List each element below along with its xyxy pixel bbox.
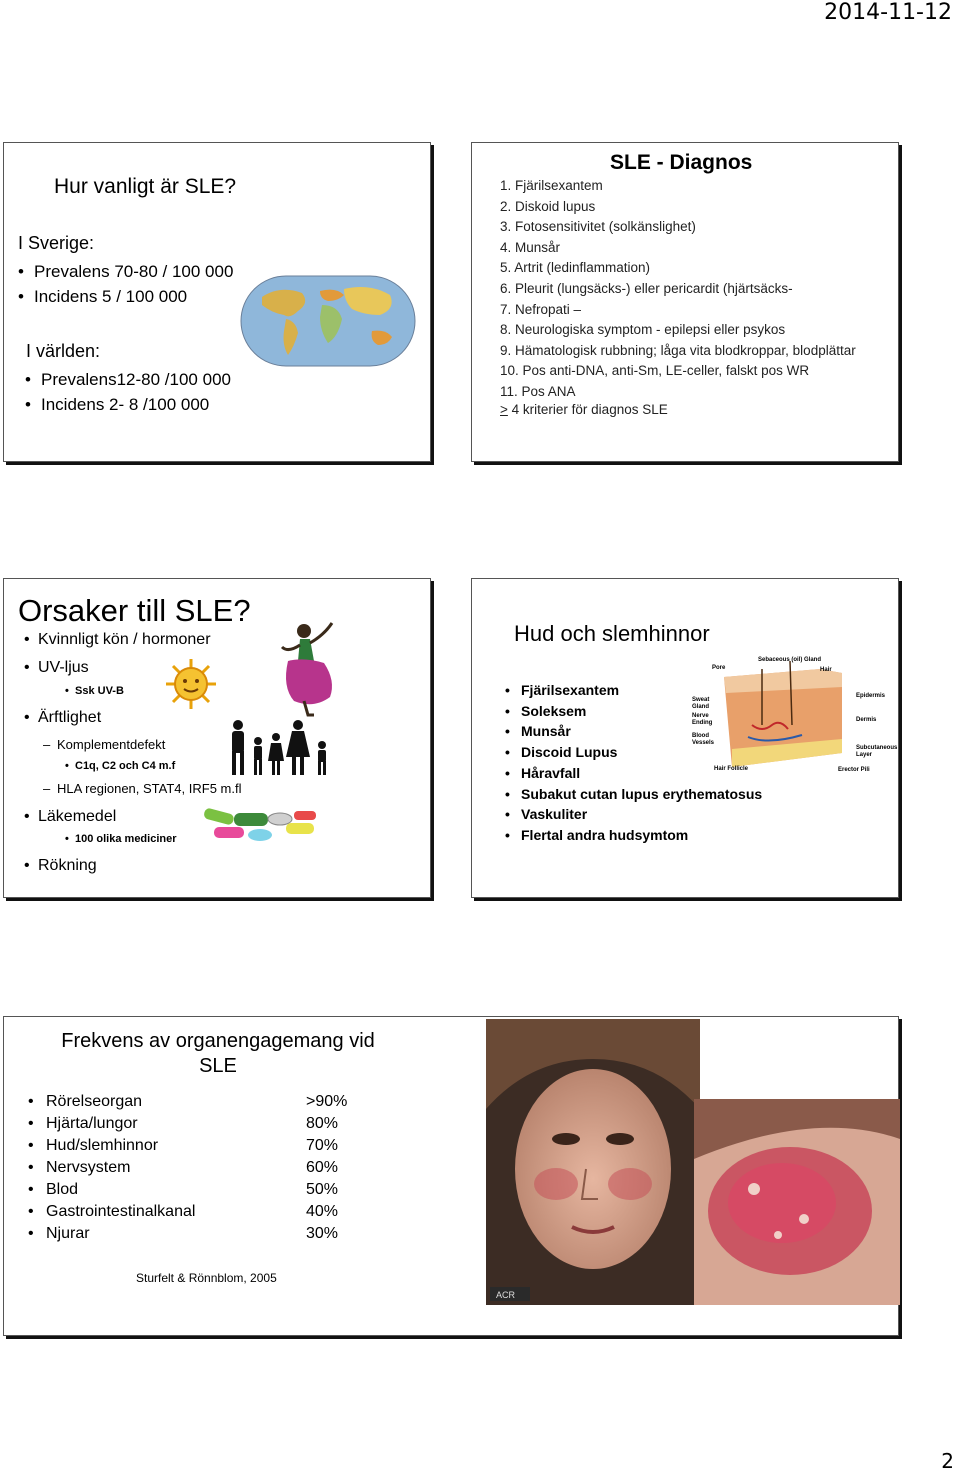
document-date: 2014-11-12: [824, 0, 952, 25]
organ-name: Rörelseorgan: [46, 1093, 143, 1110]
slide-title: Hud och slemhinnor: [514, 621, 710, 646]
patient-face-photo: [486, 1019, 700, 1305]
table-row: [28, 1201, 368, 1223]
cause-label: Rökning: [38, 857, 97, 874]
sweden-heading: I Sverige:: [18, 233, 95, 253]
criteria-list: [500, 176, 856, 403]
cause-kon: • Kvinnligt kön / hormoner: [24, 631, 211, 648]
bullet: •: [28, 1159, 34, 1176]
bullet: •: [28, 1203, 34, 1220]
cause-arftlighet: • Ärftlighet: [24, 709, 102, 726]
cause-lakemedel: • Läkemedel: [24, 808, 117, 825]
list-item: 8. Neurologiska symptom - epilepsi eller psykos: [500, 322, 786, 338]
cause-label: Läkemedel: [38, 808, 117, 825]
organ-name: Nervsystem: [46, 1159, 131, 1176]
slide-title-line: SLE: [199, 1055, 237, 1077]
skin-label-epidermis: Epidermis: [856, 693, 886, 699]
table-row: [28, 1157, 368, 1179]
woman-illustration: [274, 617, 344, 717]
organ-frequency-table: [28, 1091, 368, 1245]
slide-title: SLE - Diagnos: [610, 151, 753, 174]
bullet: •: [28, 1115, 34, 1132]
cause-sublabel: Ssk UV-B: [75, 685, 124, 697]
skin-label-nerve: Nerve Ending: [692, 713, 713, 726]
list-item: • Prevalens12-80 /100 000: [41, 367, 231, 392]
cause-uv: • UV-ljus: [24, 659, 89, 676]
skin-label-sweat: Sweat Gland: [692, 697, 710, 710]
cause-sublabel: C1q, C2 och C4 m.f: [75, 760, 176, 772]
cause-label: UV-ljus: [38, 659, 89, 676]
skin-label-dermis: Dermis: [856, 717, 877, 723]
organ-frequency-value: >90%: [306, 1093, 348, 1110]
pills-icon: [200, 807, 322, 847]
list-item: • Fjärilsexantem: [521, 680, 762, 701]
list-item: 6. Pleurit (lungsäcks-) eller pericardit (hjärtsäcks-: [500, 280, 793, 296]
list-item: • Håravfall: [521, 763, 762, 784]
list-item: • Incidens 5 / 100 000: [34, 284, 233, 309]
cause-rokning: • Rökning: [24, 857, 97, 874]
skin-label-hair: Hair: [820, 667, 832, 673]
table-row: [28, 1135, 368, 1157]
photo-watermark: ACR: [496, 1290, 516, 1300]
organ-name: Hjärta/lungor: [46, 1115, 138, 1132]
slide-title: Orsaker till SLE?: [18, 593, 251, 628]
list-item: • Vaskuliter: [521, 804, 762, 825]
cause-label: Komplementdefekt: [57, 737, 166, 752]
world-map-image: [240, 275, 416, 367]
cause-label: HLA regionen, STAT4, IRF5 m.fl: [57, 781, 242, 796]
slide-title-line: Frekvens av organengagemang vid: [61, 1030, 375, 1052]
skin-label-follicle: Hair Follicle: [714, 766, 749, 772]
list-item: • Prevalens 70-80 / 100 000: [34, 259, 233, 284]
bullet: •: [28, 1137, 34, 1154]
table-row: [28, 1113, 368, 1135]
list-item: 10. Pos anti-DNA, anti-Sm, LE-celler, falskt pos WR: [500, 363, 810, 379]
slide-title: Hur vanligt är SLE?: [54, 175, 237, 198]
list-item: • Munsår: [521, 721, 762, 742]
cause-lakemedel-sub: • 100 olika mediciner: [65, 833, 177, 845]
list-item: • Soleksem: [521, 701, 762, 722]
cause-hla: – HLA regionen, STAT4, IRF5 m.fl: [43, 781, 242, 796]
cause-uv-sub: • Ssk UV-B: [65, 685, 124, 697]
organ-frequency-value: 60%: [306, 1159, 339, 1176]
organ-frequency-value: 30%: [306, 1225, 339, 1242]
skin-label-pore: Pore: [712, 665, 726, 671]
table-row: [28, 1091, 368, 1113]
page-number: 2: [941, 1449, 954, 1473]
organ-frequency-value: 50%: [306, 1181, 339, 1198]
skin-diagram: [692, 655, 900, 779]
cause-sublabel: 100 olika mediciner: [75, 833, 177, 845]
list-item: • Incidens 2- 8 /100 000: [41, 392, 231, 417]
organ-frequency-value: 40%: [306, 1203, 339, 1220]
world-list: [41, 367, 231, 417]
gte-symbol: >: [500, 402, 508, 417]
criteria-footer: [500, 402, 668, 417]
list-item: 7. Nefropati –: [500, 301, 582, 317]
skin-label-subcutaneous: Subcutaneous Layer: [856, 745, 898, 758]
list-item: 11. Pos ANA: [500, 383, 576, 399]
list-item: 1. Fjärilsexantem: [500, 178, 603, 193]
list-item: 9. Hämatologisk rubbning; låga vita blodkroppar, blodplättar: [500, 342, 856, 358]
organ-name: Njurar: [46, 1225, 90, 1242]
table-row: [28, 1179, 368, 1201]
slide-diagnosis: [471, 142, 899, 462]
skin-label-erector: Erector Pili: [838, 767, 870, 773]
organ-name: Hud/slemhinnor: [46, 1137, 159, 1154]
table-row: [28, 1223, 368, 1245]
list-item: • Discoid Lupus: [521, 742, 762, 763]
list-item: 4. Munsår: [500, 239, 561, 255]
bullet: •: [28, 1225, 34, 1242]
cause-label: Kvinnligt kön / hormoner: [38, 631, 211, 648]
organ-frequency-value: 80%: [306, 1115, 339, 1132]
citation: Sturfelt & Rönnblom, 2005: [136, 1271, 277, 1285]
skin-label-blood: Blood Vessels: [692, 733, 715, 746]
organ-name: Blod: [46, 1181, 79, 1198]
world-heading: I världen:: [26, 341, 101, 361]
list-item: 2. Diskoid lupus: [500, 198, 596, 214]
slide-causes: [3, 578, 431, 898]
rash-closeup-photo: [694, 1099, 900, 1305]
cause-komplement-sub: • C1q, C2 och C4 m.f: [65, 760, 176, 772]
cause-komplement: – Komplementdefekt: [43, 737, 166, 752]
criteria-footer-text: 4 kriterier för diagnos SLE: [511, 402, 668, 417]
list-item: 5. Artrit (ledinflammation): [500, 260, 651, 276]
sweden-list: [34, 259, 233, 309]
slide-title: [4, 1029, 432, 1079]
slide-skin: [471, 578, 899, 898]
list-item: 3. Fotosensitivitet (solkänslighet): [500, 219, 696, 235]
organ-frequency-value: 70%: [306, 1137, 339, 1154]
cause-label: Ärftlighet: [38, 709, 102, 726]
sun-icon: [164, 657, 218, 711]
slide-prevalence: [3, 142, 431, 462]
organ-name: Gastrointestinalkanal: [46, 1203, 196, 1220]
bullet: •: [28, 1093, 34, 1110]
family-silhouette-icon: [224, 719, 336, 777]
list-item: • Flertal andra hudsymtom: [521, 825, 762, 846]
list-item: • Subakut cutan lupus erythematosus: [521, 784, 762, 805]
slide-organ-frequency: [3, 1016, 899, 1336]
bullet: •: [28, 1181, 34, 1198]
skin-label-sebaceous: Sebaceous (oil) Gland: [758, 657, 822, 663]
